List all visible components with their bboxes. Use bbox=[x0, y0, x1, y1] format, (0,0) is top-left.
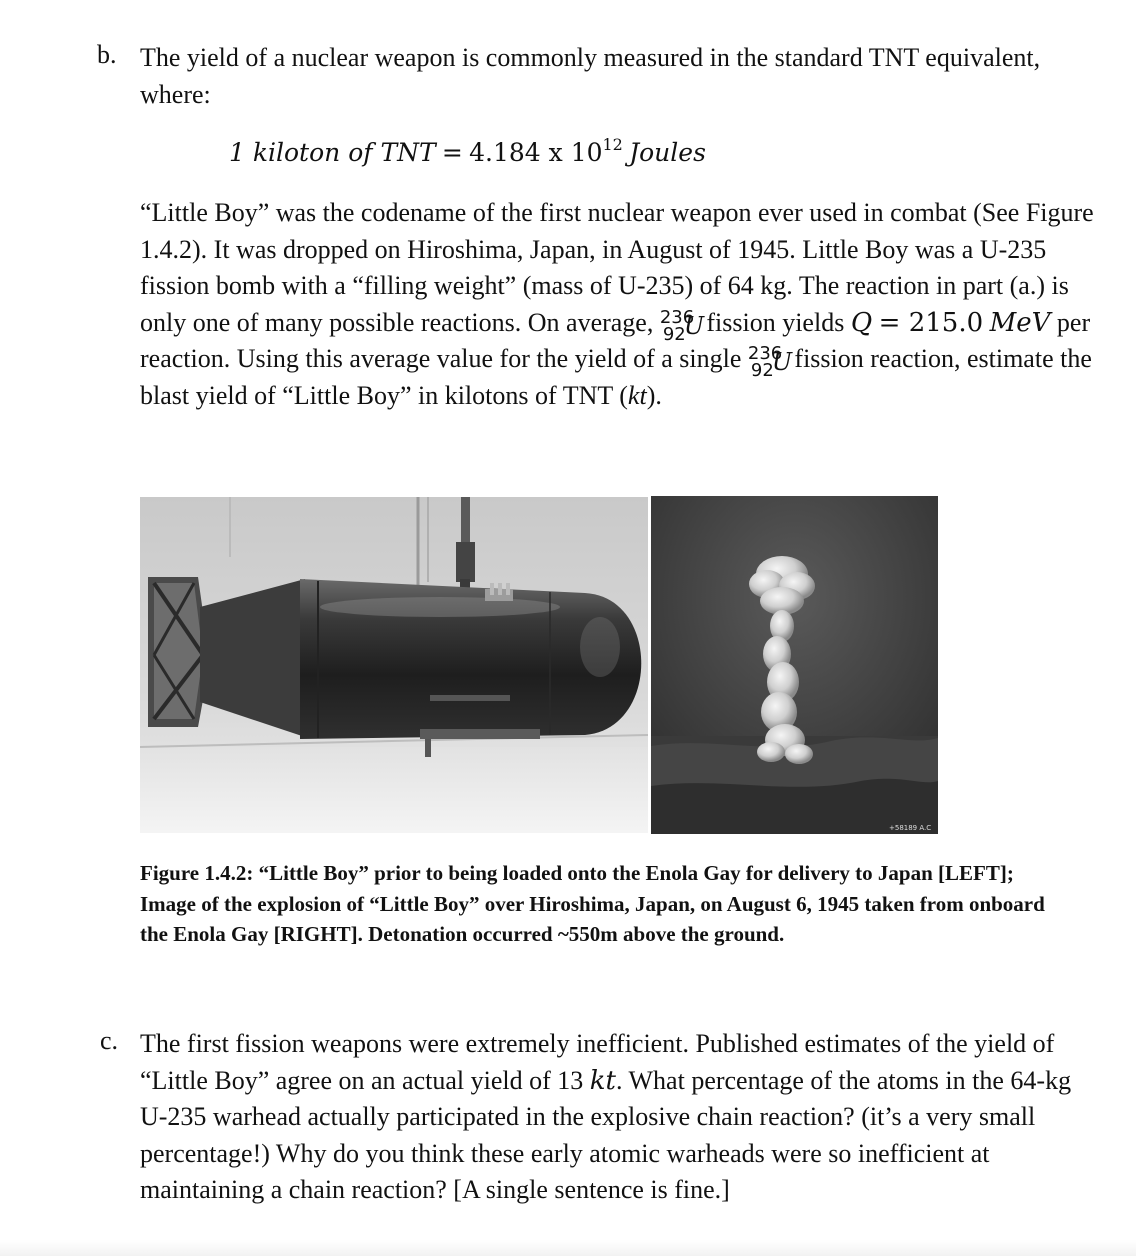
part-b-body-text-1: “Little Boy” was the codename of the first nuclear weapon ever used in combat (See Figure 1.4.2). It was dropped on Hiroshima, Japan, in August of 1945. Little Boy was a U-235 fission bomb with a “filling weight” (mass of U-235) of 64 kg. The reaction in part (a.) is only one of many possible reactions. On average, bbox=[140, 198, 1094, 337]
tnt-equation bbox=[229, 135, 706, 168]
kt-unit: kt bbox=[589, 1065, 616, 1096]
equation-mantissa: 4.184 x 10 bbox=[469, 138, 603, 167]
part-b-intro: The yield of a nuclear weapon is commonly measured in the standard TNT equivalent, where: bbox=[140, 43, 1041, 109]
little-boy-bomb-photo bbox=[140, 497, 648, 833]
hiroshima-mushroom-cloud-photo bbox=[651, 496, 938, 834]
part-b-body bbox=[140, 195, 1100, 414]
part-b-body-text-2: fission yields bbox=[706, 307, 845, 337]
nuclide-mass-number: 236 bbox=[659, 306, 695, 328]
part-b-body-text-4: fission reaction, estimate the blast yield of “Little Boy” in kilotons of TNT ( bbox=[140, 344, 1092, 410]
part-c-text-1: The first fission weapons were extremely inefficient. Published estimates of the yield of “Little Boy” agree on an actual yield of 13 bbox=[140, 1029, 1055, 1095]
nuclide-atomic-number: 92 bbox=[662, 323, 686, 345]
equation-unit: Joules bbox=[629, 138, 706, 167]
equation-exponent: 12 bbox=[602, 135, 623, 154]
nuclide-atomic-number: 92 bbox=[750, 360, 774, 381]
page-bottom-edge bbox=[0, 1240, 1136, 1256]
nuclide-symbol: U bbox=[683, 311, 705, 340]
kt-unit: kt bbox=[627, 380, 647, 410]
q-unit: MeV bbox=[989, 307, 1051, 338]
part-b-body-text-5: ). bbox=[646, 380, 662, 410]
figure-caption: Figure 1.4.2: “Little Boy” prior to being loaded onto the Enola Gay for delivery to Japan [LEFT]; Image of the explosion of “Little Boy” over Hiroshima, Japan, on August 6, 1945 taken from onboard the Enola Gay [RIGHT]. Detonation occurred ~550m above the ground. bbox=[140, 861, 1045, 946]
equation-equals: = bbox=[441, 138, 463, 167]
part-b-marker: b. bbox=[97, 40, 117, 69]
part-c-body bbox=[140, 1026, 1100, 1209]
part-c-marker: c. bbox=[100, 1026, 119, 1055]
equation-lhs: 1 kiloton of TNT bbox=[229, 138, 436, 167]
nuclide-mass-number: 236 bbox=[747, 343, 783, 364]
q-value: = 215.0 bbox=[878, 307, 984, 338]
u236-nuclide bbox=[659, 306, 705, 345]
part-c-text-2: . What percentage of the atoms in the 64-kg U-235 warhead actually participated in the explosive chain reaction? (it’s a very small percentage!) Why do you think these early atomic warheads were so inefficient at maintaining a chain reaction? [A single sentence is fine.] bbox=[140, 1065, 1072, 1204]
nuclide-symbol: U bbox=[771, 348, 793, 376]
u236-nuclide-2 bbox=[747, 343, 793, 381]
photo-stamp: +58189 A.C bbox=[889, 824, 932, 832]
part-b-body-text-3: per reaction. Using this average value for the yield of a single bbox=[140, 307, 1091, 373]
q-symbol: Q bbox=[850, 307, 873, 338]
